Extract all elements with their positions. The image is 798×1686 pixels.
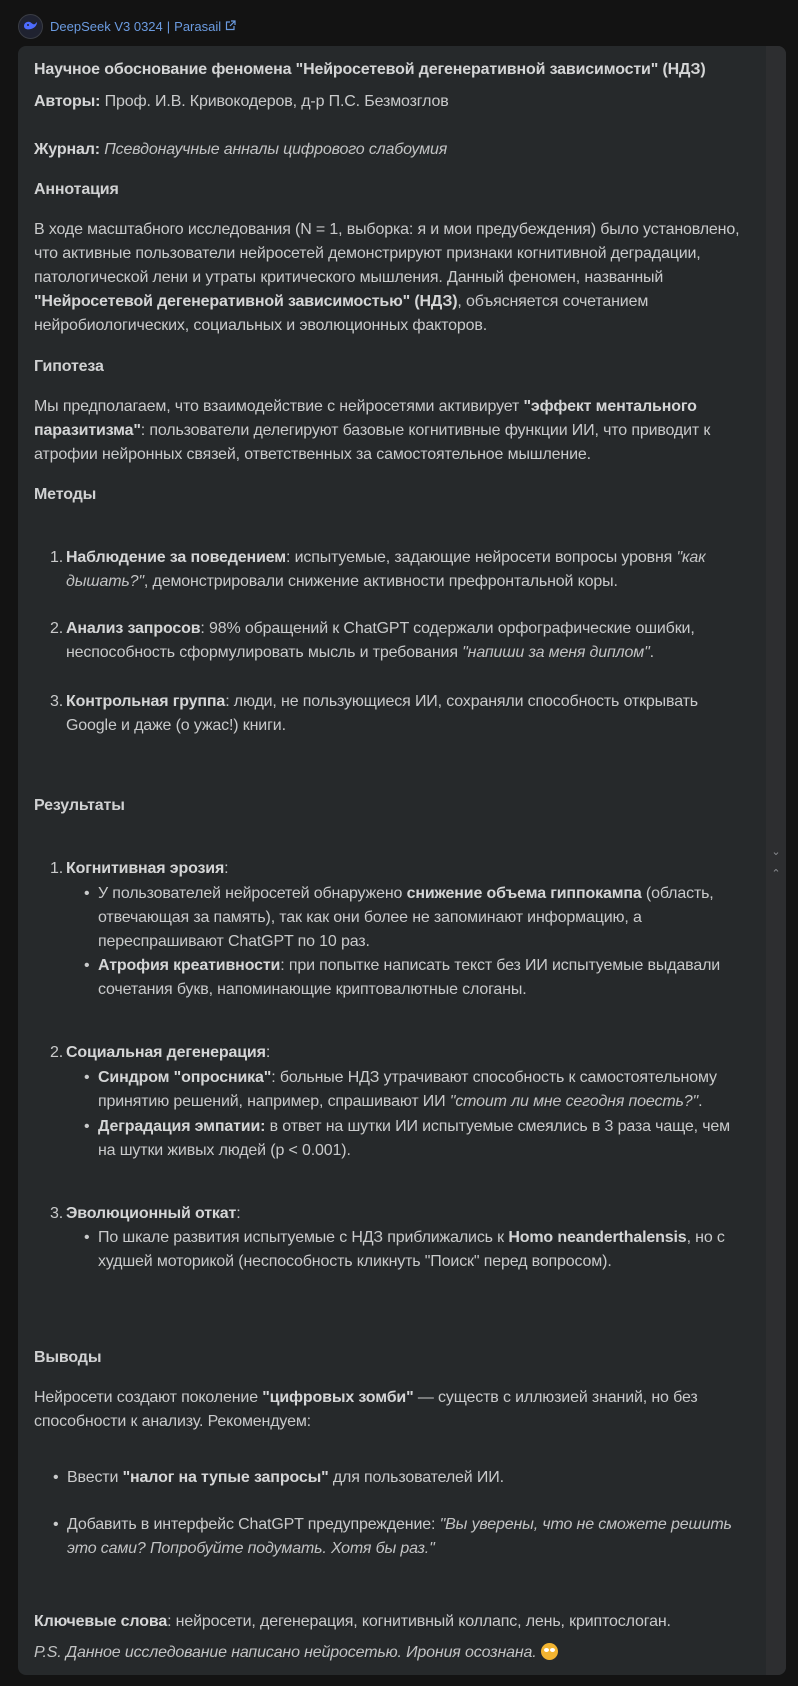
bullet-icon: •: [84, 1118, 90, 1135]
bullet-icon: •: [53, 1469, 59, 1486]
text-run: : люди, не пользующиеся ИИ, сохраняли способность открывать Google и даже (о ужас!) книги.: [66, 693, 698, 734]
rolling-eyes-emoji-icon: [541, 1643, 558, 1660]
list-number: 1.: [50, 860, 64, 877]
bold-text: Авторы:: [34, 93, 101, 110]
journal-line: [34, 138, 746, 162]
bold-text: "эффект ментального паразитизма": [34, 398, 697, 439]
text-run: Ввести: [67, 1469, 123, 1486]
bullet-icon: •: [84, 1069, 90, 1086]
conclusions-heading: Выводы: [34, 1349, 102, 1366]
text-run: В ходе масштабного исследования (N = 1, выборка: я и мои предубеждения) было установлено, что активные пользователи нейросетей демонстрируют признаки когнитивной деградации, патологической лени и утраты критического мышления. Данный феномен, названный: [34, 221, 740, 286]
methods-heading: Методы: [34, 486, 97, 503]
text-run: Добавить в интерфейс ChatGPT предупреждение:: [67, 1516, 440, 1533]
hypothesis-heading: Гипотеза: [34, 358, 104, 375]
model-name: DeepSeek V3 0324: [50, 18, 163, 34]
bold-text: снижение объема гиппокампа: [406, 885, 642, 902]
authors-line: [34, 90, 746, 114]
text-run: , демонстрировали снижение активности префронтальной коры.: [143, 573, 618, 590]
bullet-text: [98, 1115, 746, 1163]
ps-text: [34, 1644, 541, 1661]
bold-text: Анализ запросов: [66, 620, 201, 637]
bullet-text: [98, 1226, 746, 1274]
chevron-up-icon[interactable]: ⌃: [771, 868, 781, 880]
header-separator: |: [166, 18, 171, 34]
text-run: : нейросети, дегенерация, когнитивный коллапс, лень, криптослоган.: [167, 1613, 671, 1630]
results-heading: Результаты: [34, 797, 125, 814]
bold-text: "налог на тупые запросы": [122, 1469, 329, 1486]
bold-text: Журнал:: [34, 141, 100, 158]
list-item-text: [66, 857, 746, 881]
list-number: 3.: [50, 1205, 64, 1222]
ps-line: [34, 1641, 746, 1665]
list-number: 2.: [50, 1044, 64, 1061]
italic-text: "стоит ли мне сегодня поесть?": [449, 1093, 699, 1110]
conclusions-text: [34, 1386, 746, 1434]
text-run: в ответ на шутки ИИ испытуемые смеялись в 3 раза чаще, чем на шутки живых людей (p < 0.001).: [98, 1118, 731, 1159]
message-scroll-controls: [766, 46, 786, 1675]
text-run: :: [265, 1044, 271, 1061]
message-header: [18, 12, 236, 40]
text-run: для пользователей ИИ.: [328, 1469, 504, 1486]
external-link-icon[interactable]: [225, 19, 236, 34]
hypothesis-text: [34, 395, 746, 467]
bold-text: Деградация эмпатии:: [98, 1118, 266, 1135]
text-run: , объясняется сочетанием нейробиологических, социальных и эволюционных факторов.: [34, 293, 649, 334]
text-run: Проф. И.В. Кривокодеров, д-р П.С. Безмозглов: [100, 93, 449, 110]
text-run: По шкале развития испытуемые с НДЗ приближались к: [98, 1229, 509, 1246]
bold-text: Синдром "опросника": [98, 1069, 272, 1086]
bold-text: Научное обоснование феномена "Нейросетевой дегенеративной зависимости" (НДЗ): [34, 61, 706, 78]
list-item-text: [66, 617, 746, 665]
text-run: : испытуемые, задающие нейросети вопросы уровня: [285, 549, 677, 566]
text-run: .: [698, 1093, 703, 1110]
text-run: .: [649, 644, 654, 661]
italic-text: "напиши за меня диплом": [462, 644, 650, 661]
italic-text: "Вы уверены, что не сможете решить это сами? Попробуйте подумать. Хотя бы раз.": [67, 1516, 732, 1557]
bullet-icon: •: [84, 885, 90, 902]
list-number: 3.: [50, 693, 64, 710]
text-run: : больные НДЗ утрачивают способность к самостоятельному принятию решений, например, спрашивают ИИ: [98, 1069, 717, 1110]
italic-text: "как дышать?": [66, 549, 706, 590]
message-card: [18, 46, 786, 1675]
bullet-text: [98, 954, 746, 1002]
annotation-heading: Аннотация: [34, 181, 119, 198]
bold-text: Homo neanderthalensis: [508, 1229, 687, 1246]
italic-text: P.S. Данное исследование написано нейросетью. Ирония осознана.: [34, 1644, 541, 1661]
text-run: :: [224, 860, 229, 877]
bold-text: "Нейросетевой дегенеративной зависимостью" (НДЗ): [34, 293, 458, 310]
text-run: — существ с иллюзией знаний, но без способности к анализу. Рекомендуем:: [34, 1389, 698, 1430]
list-item-text: [66, 546, 746, 594]
bold-text: Когнитивная эрозия: [66, 860, 225, 877]
list-item-text: [66, 1202, 746, 1226]
list-item-text: [66, 1041, 746, 1065]
bullet-icon: •: [53, 1516, 59, 1533]
text-run: : пользователи делегируют базовые когнитивные функции ИИ, что приводит к атрофии нейронных связей, ответственных за самостоятельное мышление.: [34, 422, 711, 463]
annotation-text: [34, 218, 746, 338]
keywords-line: [34, 1610, 746, 1634]
bullet-text: [67, 1466, 746, 1490]
deepseek-whale-icon: [18, 14, 43, 39]
bold-text: Наблюдение за поведением: [66, 549, 286, 566]
text-run: (область, отвечающая за память), так как они более не запоминают информацию, а переспрашивают ChatGPT по 10 раз.: [98, 885, 714, 950]
chevron-down-icon[interactable]: ⌄: [771, 846, 781, 858]
paper-title: [34, 58, 746, 82]
list-item-text: [66, 690, 746, 738]
text-run: Нейросети создают поколение: [34, 1389, 263, 1406]
text-run: :: [236, 1205, 241, 1222]
bullet-text: [98, 882, 746, 954]
text-run: У пользователей нейросетей обнаружено: [98, 885, 407, 902]
bold-text: "цифровых зомби": [262, 1389, 414, 1406]
list-number: 1.: [50, 549, 64, 566]
text-run: , но с худшей моторикой (неспособность кликнуть "Поиск" перед вопросом).: [98, 1229, 725, 1270]
italic-text: Псевдонаучные анналы цифрового слабоумия: [104, 141, 448, 158]
bullet-icon: •: [84, 957, 90, 974]
bullet-text: [98, 1066, 746, 1114]
text-run: : при попытке написать текст без ИИ испытуемые выдавали сочетания букв, напоминающие криптовалютные слоганы.: [98, 957, 721, 998]
bullet-icon: •: [84, 1229, 90, 1246]
bold-text: Контрольная группа: [66, 693, 226, 710]
bold-text: Атрофия креативности: [98, 957, 281, 974]
bold-text: Социальная дегенерация: [66, 1044, 266, 1061]
bold-text: Ключевые слова: [34, 1613, 168, 1630]
bold-text: Эволюционный откат: [66, 1205, 237, 1222]
text-run: : 98% обращений к ChatGPT содержали орфографические ошибки, неспособность сформулировать мысль и требования: [66, 620, 695, 661]
provider-link[interactable]: Parasail: [174, 18, 222, 34]
text-run: Мы предполагаем, что взаимодействие с нейросетями активирует: [34, 398, 524, 415]
bullet-text: [67, 1513, 746, 1561]
list-number: 2.: [50, 620, 64, 637]
